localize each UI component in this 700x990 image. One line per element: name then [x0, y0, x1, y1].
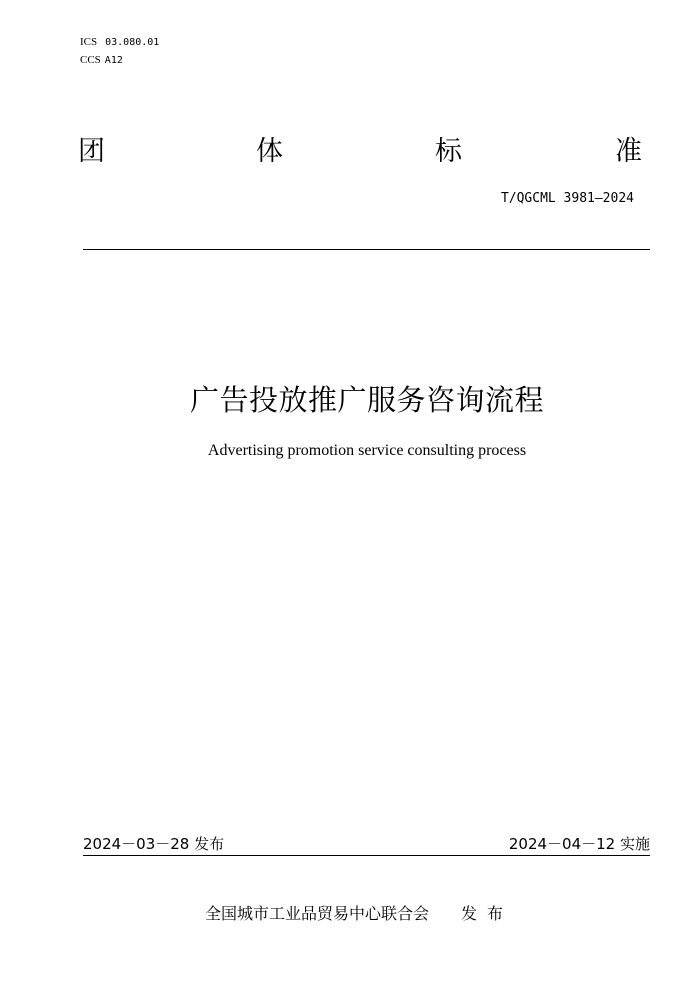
top-divider: [83, 249, 650, 250]
publisher-action: 发布: [461, 904, 514, 923]
ccs-code: [80, 53, 123, 68]
ics-code: [80, 35, 159, 50]
group-standard-char-2: 体: [256, 136, 283, 167]
ics-value: 03.080.01: [105, 37, 160, 48]
document-title: 广告投放推广服务咨询流程: [189, 383, 544, 417]
issue-date: 2024－03－28 发布: [83, 835, 225, 853]
group-standard-char-1: 团: [78, 136, 105, 167]
group-standard-char-4: 准: [615, 136, 642, 167]
ccs-label: CCS: [80, 54, 101, 66]
standard-number: T/QGCML 3981—2024: [500, 191, 634, 206]
publisher-line: [205, 903, 513, 925]
bottom-divider: [83, 855, 650, 856]
document-title-english: Advertising promotion service consulting process: [207, 442, 527, 459]
ics-label: ICS: [80, 36, 98, 48]
publisher-name: 全国城市工业品贸易中心联合会: [205, 904, 430, 923]
ccs-value: A12: [104, 55, 123, 66]
group-standard-char-3: 标: [435, 136, 462, 167]
implementation-date: 2024－04－12 实施: [508, 835, 650, 853]
